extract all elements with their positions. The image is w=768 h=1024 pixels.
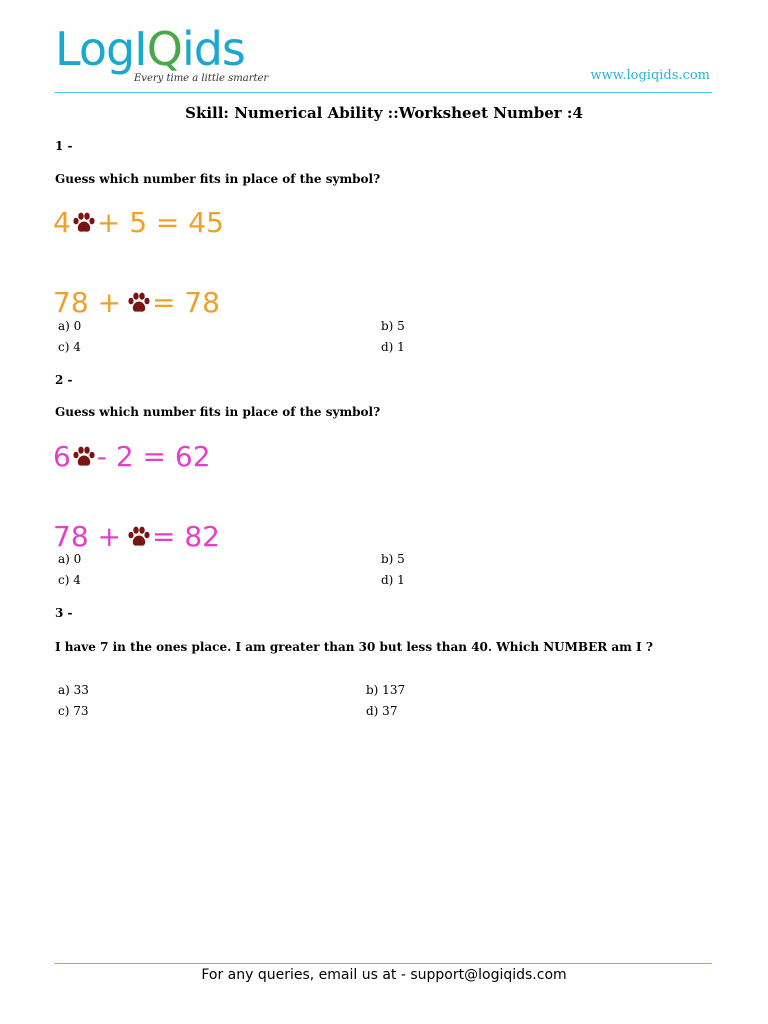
question-2-number: 2 - (55, 373, 73, 387)
logo-tagline: Every time a little smarter (134, 73, 269, 84)
footer-contact-text: For any queries, email us at - support@logiqids.com (201, 967, 567, 983)
question-3-option-c[interactable]: c) 73 (58, 704, 89, 718)
question-2-equation-1 (53, 440, 211, 473)
question-2-option-a[interactable]: a) 0 (58, 552, 82, 566)
question-3-option-a[interactable]: a) 33 (58, 683, 89, 697)
question-1-option-c[interactable]: c) 4 (58, 340, 81, 354)
header-divider (55, 92, 712, 93)
equation-part: 6 (53, 440, 71, 473)
question-1-option-d[interactable]: d) 1 (381, 340, 405, 354)
question-1-equation-1 (53, 206, 224, 239)
question-2-option-d[interactable]: d) 1 (381, 573, 405, 587)
question-2-equation-2 (53, 520, 220, 553)
question-3-option-d[interactable]: d) 37 (366, 704, 398, 718)
logiqids-logo: LogIQids (55, 22, 245, 76)
footer-divider (55, 963, 712, 964)
question-1-number: 1 - (55, 139, 73, 153)
equation-part: 78 + (53, 520, 121, 553)
question-3-option-b[interactable]: b) 137 (366, 683, 406, 697)
question-2-text: Guess which number fits in place of the symbol? (55, 405, 381, 419)
paw-print-icon (72, 212, 96, 234)
question-3-text: I have 7 in the ones place. I am greater than 30 but less than 40. Which NUMBER am I ? (55, 640, 653, 654)
equation-part: 4 (53, 206, 71, 239)
equation-part: + 5 = 45 (96, 206, 224, 239)
question-1-option-b[interactable]: b) 5 (381, 319, 405, 333)
question-3-number: 3 - (55, 606, 73, 620)
question-1-text: Guess which number fits in place of the symbol? (55, 172, 381, 186)
site-url-link[interactable]: www.logiqids.com (590, 68, 710, 83)
question-2-option-c[interactable]: c) 4 (58, 573, 81, 587)
paw-print-icon (72, 446, 96, 468)
equation-part: = 82 (152, 520, 220, 553)
equation-part: = 78 (152, 286, 220, 319)
paw-print-icon (127, 292, 151, 314)
equation-part: 78 + (53, 286, 121, 319)
question-1-option-a[interactable]: a) 0 (58, 319, 82, 333)
worksheet-title: Skill: Numerical Ability ::Worksheet Number :4 (185, 104, 583, 122)
paw-print-icon (127, 526, 151, 548)
question-2-option-b[interactable]: b) 5 (381, 552, 405, 566)
equation-part: - 2 = 62 (96, 440, 211, 473)
question-1-equation-2 (53, 286, 220, 319)
